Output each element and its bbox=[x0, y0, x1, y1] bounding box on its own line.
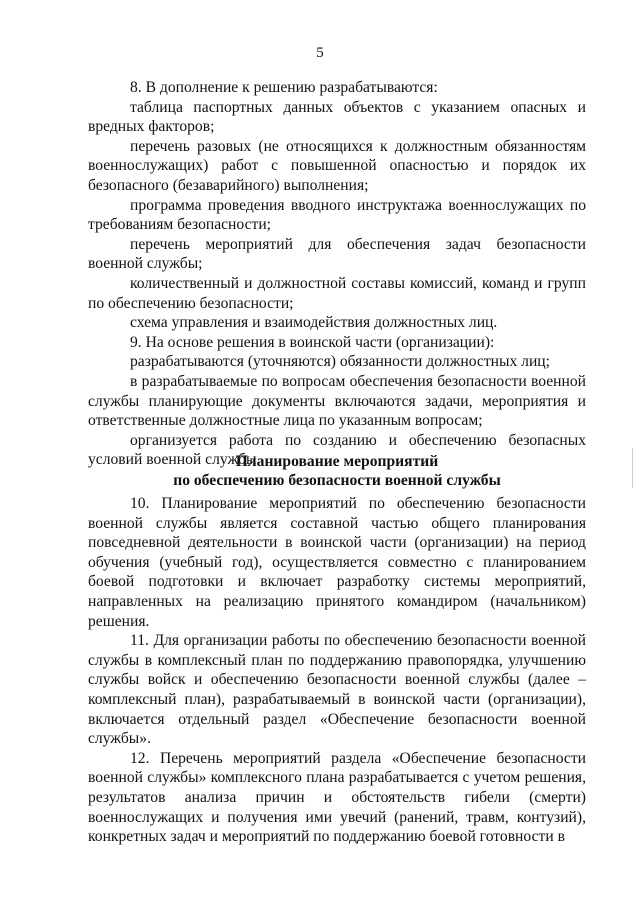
page-number: 5 bbox=[316, 45, 324, 61]
list-item-briefing-program: программа проведения вводного инструктажа военнослужащих по требованиям безопасности; bbox=[88, 196, 586, 234]
list-item-safe-conditions: организуется работа по созданию и обеспечению безопасных условий военной службы. bbox=[88, 431, 586, 469]
paragraphs-10-12 bbox=[88, 494, 586, 847]
section-heading-line-1: Планирование мероприятий bbox=[235, 453, 439, 470]
paragraph-8-intro: 8. В дополнение к решению разрабатываются: bbox=[130, 79, 438, 96]
list-item-planning-documents: в разрабатываемые по вопросам обеспечения безопасности военной службы планирующие документы включаются задачи, мероприятия и ответственные должностные лица по указанным вопросам; bbox=[88, 372, 586, 430]
list-item-hazardous-works: перечень разовых (не относящихся к должностным обязанностям военнослужащих) работ с повышенной опасностью и порядок их безопасного (безаварийного) выполнения; bbox=[88, 137, 586, 194]
paragraph-9-intro: 9. На основе решения в воинской части (организации): bbox=[130, 333, 495, 351]
list-item-duties: разрабатываются (уточняются) обязанности должностных лиц; bbox=[130, 353, 550, 371]
paragraphs-8-9 bbox=[88, 78, 586, 470]
paragraph-10: 10. Планирование мероприятий по обеспечению безопасности военной службы является составной частью общего планирования повседневной деятельности в воинской части (организации) на период обучения (учебный год), осуществляется совместно с планированием боевой подготовки и включает разработку системы мероприятий, направленных на реализацию принятого командиром (начальником) решения. bbox=[88, 495, 586, 630]
scan-margin-mark bbox=[632, 448, 633, 488]
list-item-measures-list: перечень мероприятий для обеспечения задач безопасности военной службы; bbox=[88, 235, 586, 273]
list-item-commissions: количественный и должностной составы комиссий, команд и групп по обеспечению безопасности; bbox=[88, 274, 586, 312]
list-item-management-scheme: схема управления и взаимодействия должностных лиц. bbox=[130, 314, 498, 332]
section-heading-line-2: по обеспечению безопасности военной службы bbox=[173, 472, 501, 489]
paragraph-11: 11. Для организации работы по обеспечению безопасности военной службы в комплексный план по поддержанию правопорядка, улучшению службы войск и обеспечению безопасности военной службы (далее – комплексный план), разрабатываемый в воинской части (организации), включается отдельный раздел «Обеспечение безопасности военной службы». bbox=[88, 632, 586, 748]
section-heading bbox=[88, 452, 586, 490]
list-item-passport-table: таблица паспортных данных объектов с указанием опасных и вредных факторов; bbox=[88, 98, 586, 136]
paragraph-12: 12. Перечень мероприятий раздела «Обеспечение безопасности военной службы» комплексного плана разрабатывается с учетом решения, результатов анализа причин и обстоятельств гибели (смерти) военнослужащих и получения ими увечий (ранений, травм, контузий), конкретных задач и мероприятий по поддержанию боевой готовности в bbox=[88, 749, 586, 846]
